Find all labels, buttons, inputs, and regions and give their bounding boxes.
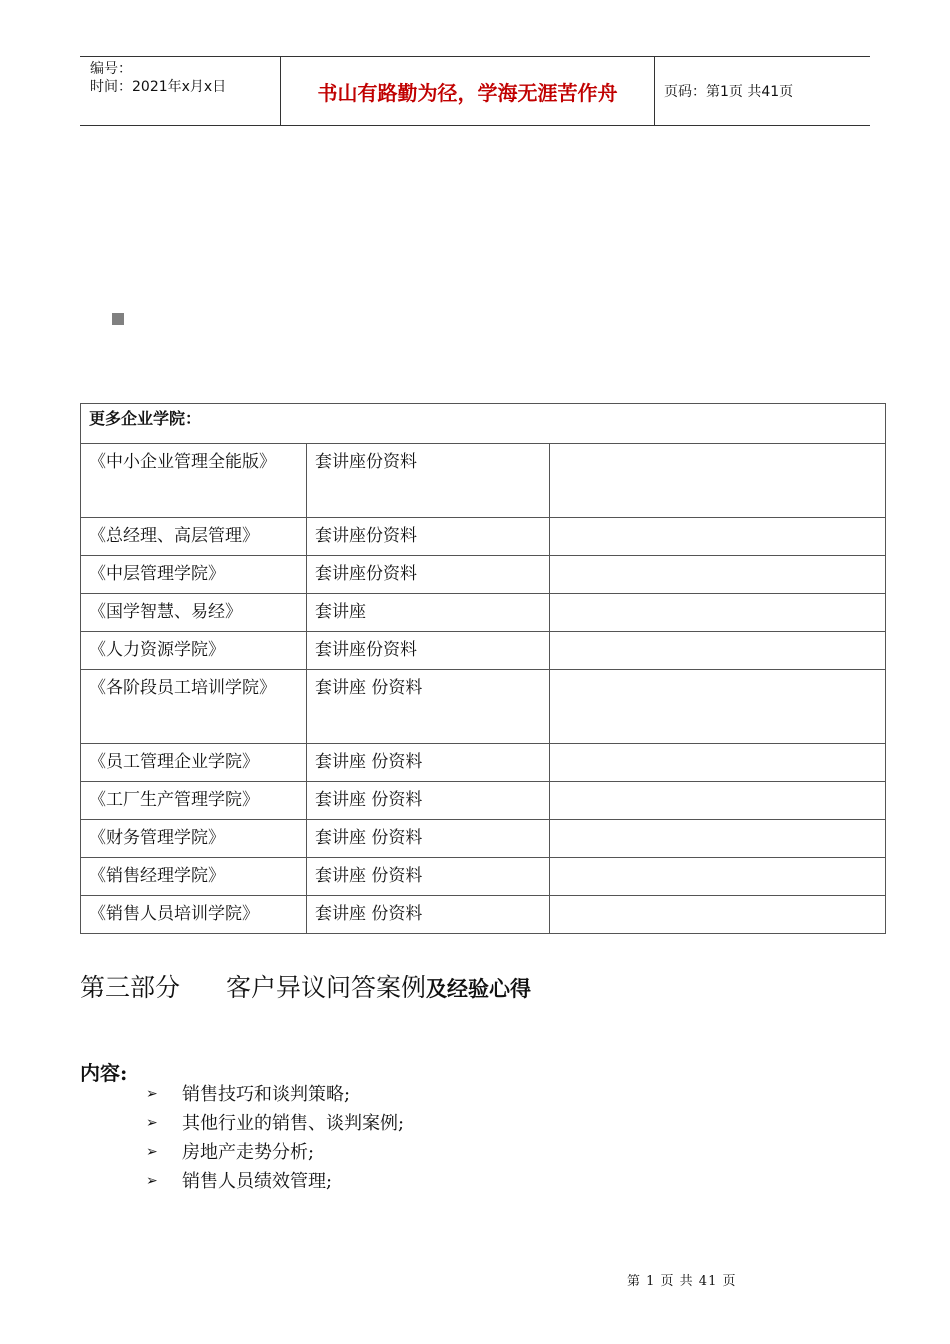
course-name: 《工厂生产管理学院》 [81, 782, 307, 820]
empty-cell [550, 744, 886, 782]
empty-cell [550, 858, 886, 896]
arrow-bullet-icon: ➢ [146, 1115, 158, 1131]
section-title-tail: 及经验心得 [426, 976, 532, 1001]
table-row [81, 518, 886, 556]
empty-cell [550, 444, 886, 518]
list-item-text: 房地产走势分析; [182, 1142, 315, 1163]
course-name: 《中层管理学院》 [81, 556, 307, 594]
course-name: 《总经理、高层管理》 [81, 518, 307, 556]
empty-cell [550, 556, 886, 594]
course-name: 《财务管理学院》 [81, 820, 307, 858]
list-item [146, 1109, 404, 1138]
list-item-text: 其他行业的销售、谈判案例; [182, 1113, 405, 1134]
table-row [81, 858, 886, 896]
header-page-info: 页码：第1页 共41页 [664, 84, 794, 100]
course-material: 套讲座 份资料 [307, 858, 550, 896]
course-material: 套讲座 [307, 594, 550, 632]
square-bullet-icon [112, 313, 124, 325]
course-name: 《国学智慧、易经》 [81, 594, 307, 632]
empty-cell [550, 518, 886, 556]
list-item-text: 销售人员绩效管理; [182, 1171, 333, 1192]
time-label: 时间：2021年x月x日 [90, 79, 227, 95]
list-item [146, 1167, 404, 1196]
table-row [81, 556, 886, 594]
page-header [80, 56, 870, 126]
course-material: 套讲座份资料 [307, 518, 550, 556]
academy-table [80, 403, 886, 934]
header-meta [80, 57, 281, 125]
empty-cell [550, 782, 886, 820]
table-row [81, 782, 886, 820]
table-row [81, 896, 886, 934]
section-title-text: 客户异议问答案例 [226, 973, 427, 1002]
empty-cell [550, 820, 886, 858]
empty-cell [550, 632, 886, 670]
arrow-bullet-icon: ➢ [146, 1144, 158, 1160]
serial-label: 编号： [90, 61, 132, 77]
arrow-bullet-icon: ➢ [146, 1173, 158, 1189]
arrow-bullet-icon: ➢ [146, 1086, 158, 1102]
table-row [81, 444, 886, 518]
table-row [81, 670, 886, 744]
table-row [81, 820, 886, 858]
table-row [81, 594, 886, 632]
section-number: 第三部分 [80, 973, 181, 1002]
course-material: 套讲座 份资料 [307, 896, 550, 934]
course-material: 套讲座份资料 [307, 556, 550, 594]
content-list [146, 1080, 404, 1196]
course-material: 套讲座份资料 [307, 632, 550, 670]
table-row [81, 744, 886, 782]
header-motto: 书山有路勤为径，学海无涯苦作舟 [281, 57, 655, 125]
table-row [81, 632, 886, 670]
course-material: 套讲座份资料 [307, 444, 550, 518]
table-heading: 更多企业学院： [81, 404, 886, 444]
list-item-text: 销售技巧和谈判策略; [182, 1084, 351, 1105]
course-name: 《销售经理学院》 [81, 858, 307, 896]
list-item [146, 1138, 404, 1167]
list-item [146, 1080, 404, 1109]
course-material: 套讲座 份资料 [307, 782, 550, 820]
course-name: 《员工管理企业学院》 [81, 744, 307, 782]
course-name: 《人力资源学院》 [81, 632, 307, 670]
content-label: 内容: [80, 1061, 128, 1085]
course-material: 套讲座 份资料 [307, 820, 550, 858]
empty-cell [550, 594, 886, 632]
page-footer: 第 1 页 共 41 页 [627, 1274, 737, 1289]
section-title [80, 968, 531, 1004]
course-name: 《各阶段员工培训学院》 [81, 670, 307, 744]
empty-cell [550, 670, 886, 744]
empty-cell [550, 896, 886, 934]
course-material: 套讲座 份资料 [307, 670, 550, 744]
course-name: 《销售人员培训学院》 [81, 896, 307, 934]
course-material: 套讲座 份资料 [307, 744, 550, 782]
course-name: 《中小企业管理全能版》 [81, 444, 307, 518]
